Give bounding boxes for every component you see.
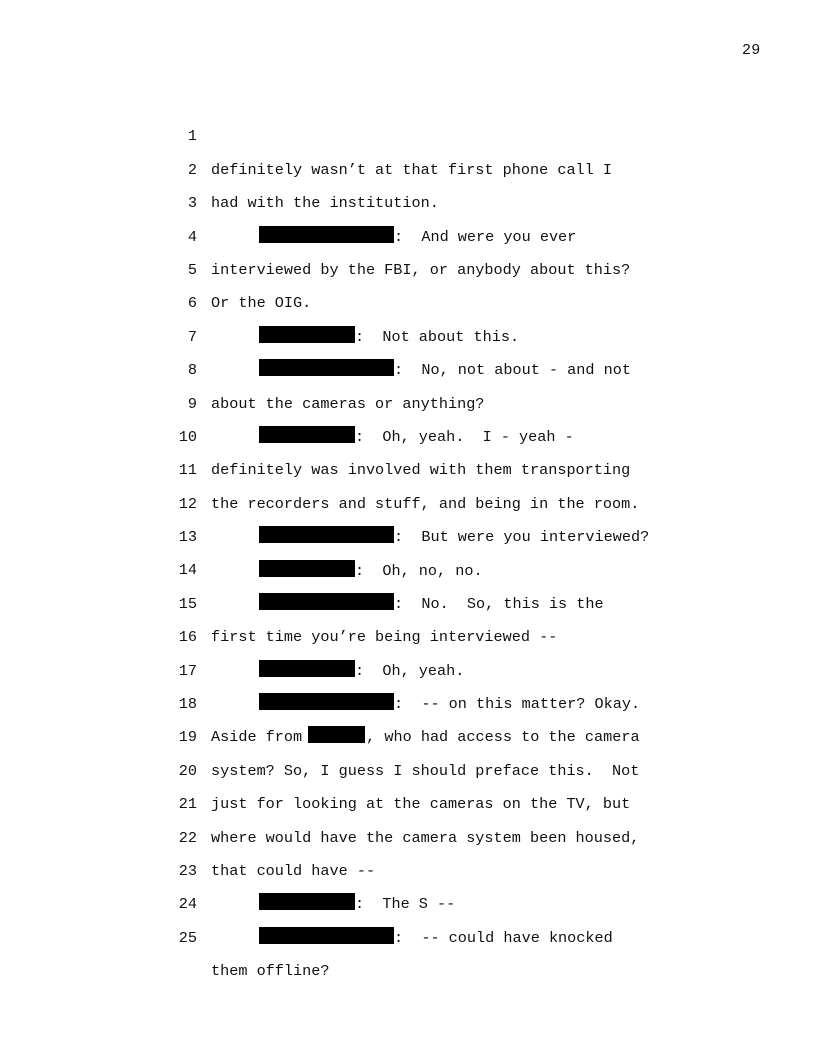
line-text: : -- on this matter? Okay. [394, 695, 641, 714]
line-number: 19 [178, 728, 197, 747]
line-text: had with the institution. [211, 194, 439, 213]
line-text: Or the OIG. [211, 294, 312, 313]
line-text: : And were you ever [394, 227, 577, 246]
line-number: 15 [178, 594, 197, 613]
line-number: 16 [178, 628, 197, 647]
line-number: 2 [187, 160, 197, 179]
line-text: just for looking at the cameras on the TV, but [211, 795, 631, 814]
line-number: 20 [178, 761, 197, 780]
page-number: 29 [742, 42, 761, 59]
line-text: them offline? [211, 962, 330, 981]
line-text: system? So, I guess I should preface this. Not [211, 761, 640, 780]
line-number: 23 [178, 862, 197, 880]
line-number: 12 [178, 494, 197, 513]
line-number: 17 [178, 661, 197, 680]
line-number: 22 [178, 828, 197, 847]
line-text: definitely was involved with them transporting [211, 461, 631, 480]
redacted-speaker-name [259, 927, 394, 944]
line-number: 21 [178, 795, 197, 814]
line-number: 3 [187, 194, 197, 213]
line-number: 11 [178, 461, 197, 480]
line-text: the recorders and stuff, and being in the room. [211, 494, 640, 513]
line-text: : But were you interviewed? [394, 528, 650, 547]
line-number: 10 [178, 427, 197, 446]
line-text: definitely wasn’t at that first phone call I [211, 160, 613, 179]
line-text: first time you’re being interviewed -- [211, 628, 558, 647]
line-number: 5 [187, 260, 197, 279]
line-text: that could have -- [211, 862, 376, 881]
line-number: 4 [187, 227, 197, 246]
line-number: 1 [187, 127, 197, 146]
line-text: : -- could have knocked [394, 928, 613, 947]
line-number: 24 [178, 895, 197, 914]
line-text: where would have the camera system been housed, [211, 828, 640, 847]
line-text-continued: , who had access to the camera [366, 728, 640, 747]
line-text: about the cameras or anything? [211, 394, 485, 413]
line-text: interviewed by the FBI, or anybody about this? [211, 260, 631, 279]
line-number: 25 [178, 928, 197, 947]
transcript-body [0, 87, 816, 981]
line-number: 7 [187, 327, 197, 346]
line-text: : Oh, yeah. I - yeah - [355, 427, 574, 446]
line-text: : No, not about - and not [394, 361, 631, 380]
line-number: 6 [187, 294, 197, 313]
line-number: 13 [178, 528, 197, 547]
line-number: 18 [178, 695, 197, 714]
line-text: : No. So, this is the [394, 594, 604, 613]
line-number: 14 [178, 561, 197, 580]
transcript-line [0, 87, 816, 179]
line-text: : Not about this. [355, 327, 520, 346]
line-text: : Oh, yeah. [355, 661, 465, 680]
line-text: Aside from [211, 728, 303, 747]
line-number: 9 [187, 394, 197, 413]
line-number: 8 [187, 361, 197, 380]
line-text: : Oh, no, no. [355, 561, 483, 580]
line-text: : The S -- [355, 895, 456, 914]
